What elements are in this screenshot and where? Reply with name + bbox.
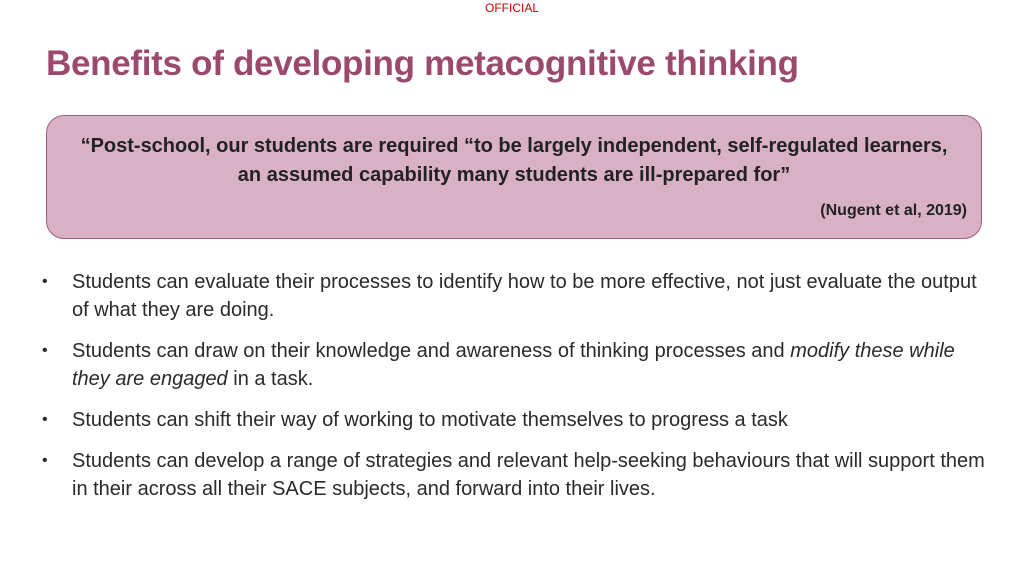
bullet-list: [40, 268, 990, 516]
classification-label: OFFICIAL: [484, 1, 539, 15]
bullet-text: Students can develop a range of strategies and relevant help-seeking behaviours that will support them in their across all their SACE subjects, and forward into their lives.: [72, 450, 985, 500]
bullet-icon: •: [42, 342, 48, 359]
bullet-text: Students can evaluate their processes to identify how to be more effective, not just evaluate the output of what they are doing.: [72, 271, 977, 321]
quote-box: [46, 115, 982, 239]
bullet-text-end: in a task.: [227, 368, 314, 390]
bullet-text: Students can shift their way of working to motivate themselves to progress a task: [72, 409, 788, 431]
bullet-icon: •: [42, 273, 48, 290]
bullet-emphasis: modify these while they are engaged: [72, 340, 955, 390]
quote-citation: (Nugent et al, 2019): [820, 202, 967, 219]
slide-title: Benefits of developing metacognitive thinking: [46, 44, 799, 83]
bullet-item: [40, 406, 990, 434]
bullet-icon: •: [42, 452, 48, 469]
bullet-icon: •: [42, 411, 48, 428]
bullet-text: Students can draw on their knowledge and awareness of thinking processes and: [72, 340, 791, 362]
bullet-item: [40, 447, 990, 503]
quote-text: “Post-school, our students are required “to be largely independent, self-regulated learners, an assumed capability many students are ill-prepared for”: [80, 135, 948, 186]
bullet-item: [40, 337, 990, 393]
bullet-item: [40, 268, 990, 324]
